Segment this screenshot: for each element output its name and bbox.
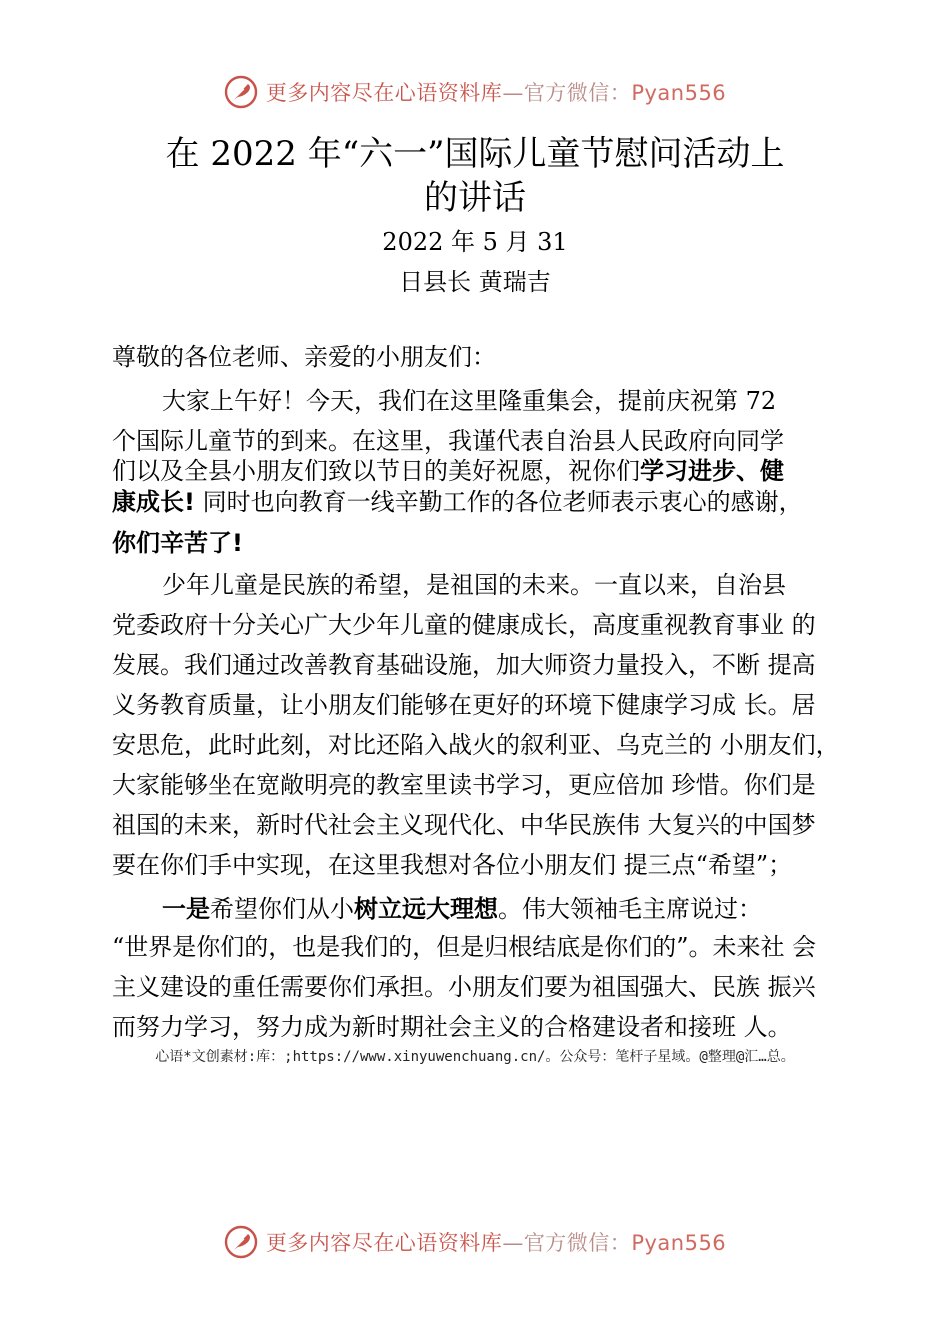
p2-line: 党委政府十分关心广大少年儿童的健康成长，高度重视教育事业 的: [112, 611, 816, 639]
header-watermark: [0, 72, 950, 112]
p1-line: 大家上午好！今天，我们在这里隆重集会，提前庆祝第 72: [162, 387, 777, 415]
p3-line: “世界是你们的，也是我们的，但是归根结底是你们的”。未来社 会: [112, 933, 817, 961]
p3-text: 希望你们从小: [210, 895, 354, 923]
p3-emphasis: 一是: [162, 895, 210, 923]
source-footnote: 心语*文创素材:库：;https://www.xinyuwenchuang.cn/。公众号：笔杆子星域。@整理@汇…总。: [155, 1049, 795, 1065]
p1-line: 个国际儿童节的到来。在这里，我谨代表自治县人民政府向同学: [112, 427, 784, 455]
p2-line: 安思危，此时此刻，对比还陷入战火的叙利亚、乌克兰的 小朋友们，: [112, 731, 840, 759]
p3-line: 而努力学习，努力成为新时期社会主义的合格建设者和接班 人。: [112, 1013, 792, 1041]
watermark-text: 更多内容尽在心语资料库—官方微信：Pyan556: [265, 81, 727, 105]
p2-line: 大家能够坐在宽敞明亮的教室里读书学习，更应倍加 珍惜。你们是: [112, 771, 816, 799]
p2-line: 祖国的未来，新时代社会主义现代化、中华民族伟 大复兴的中国梦: [112, 811, 816, 839]
p3-emphasis: 树立远大理想: [354, 895, 498, 923]
p3-line: [162, 892, 762, 926]
speaker-name: 日县长 黄瑞吉: [399, 268, 551, 296]
p3-line: 主义建设的重任需要你们承担。小朋友们要为祖国强大、民族 振兴: [112, 973, 816, 1001]
p2-line: 义务教育质量，让小朋友们能够在更好的环境下健康学习成 长。居: [112, 691, 816, 719]
p2-line: 发展。我们通过改善教育基础设施，加大师资力量投入，不断 提高: [112, 651, 816, 679]
feather-pen-logo-icon: [224, 75, 258, 109]
p1-emphasis: 康成长!: [112, 488, 195, 516]
p1-emphasis-line: 你们辛苦了!: [112, 529, 243, 557]
p1-line: [112, 485, 803, 519]
speech-date: 2022 年 5 月 31: [382, 228, 568, 256]
p1-line: [112, 454, 784, 488]
p1-emphasis: 学习进步、健: [640, 457, 784, 485]
footer-watermark: [0, 1222, 950, 1262]
salutation: 尊敬的各位老师、亲爱的小朋友们：: [112, 343, 496, 371]
p2-line: 少年儿童是民族的希望，是祖国的未来。一直以来，自治县: [162, 571, 786, 599]
p1-text: 们以及全县小朋友们致以节日的美好祝愿，祝你们: [112, 457, 640, 485]
p2-line: 要在你们手中实现，在这里我想对各位小朋友们 提三点“希望”；: [112, 851, 793, 879]
document-title: [0, 132, 950, 220]
feather-pen-logo-icon: [224, 1225, 258, 1259]
title-line-2: 的讲话: [424, 178, 526, 218]
p1-text: 同时也向教育一线辛勤工作的各位老师表示衷心的感谢，: [194, 488, 803, 516]
title-line-1: 在 2022 年“六一”国际儿童节慰问活动上: [165, 134, 785, 174]
watermark-text: 更多内容尽在心语资料库—官方微信：Pyan556: [265, 1231, 727, 1255]
p3-text: 。伟大领袖毛主席说过：: [498, 895, 762, 923]
